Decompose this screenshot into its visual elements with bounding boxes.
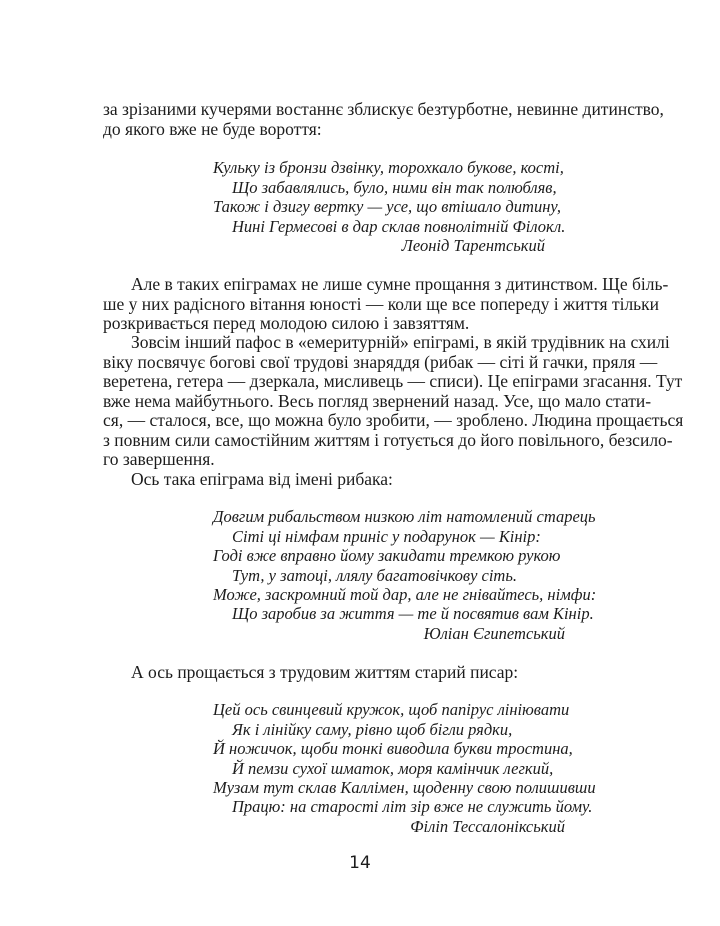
verse-line: Працю: на старості літ зір вже не служить йому.	[232, 797, 593, 816]
verse-line: Також і дзигу вертку — усе, що втішало дитину,	[213, 197, 562, 216]
body-text-line: веретена, гетера — дзеркала, мисливець — списи). Це епіграми згасання. Тут	[103, 371, 683, 391]
body-text-line: за зрізаними кучерями востаннє зблискує безтурботне, невинне дитинство,	[103, 99, 664, 119]
verse-line: Й пемзи сухої шматок, моря камінчик легкий,	[232, 759, 554, 778]
body-text-line: Але в таких епіграмах не лише сумне прощання з дитинством. Ще біль-	[131, 274, 669, 294]
body-text-line: ся, — сталося, все, що можна було зробити, — зроблено. Людина прощається	[103, 410, 684, 430]
verse-line: Сіті ці німфам приніс у подарунок — Кінір:	[232, 527, 541, 546]
body-text-line: віку посвячує богові свої трудові знаряддя (рибак — сіті й гачки, пряля —	[103, 352, 658, 372]
verse-line: Нині Гермесові в дар склав повнолітній Філокл.	[232, 217, 566, 236]
verse-line: Й ножичок, щоби тонкі виводила букви тростина,	[213, 739, 573, 758]
verse-line: Може, заскромний той дар, але не гнівайтесь, німфи:	[213, 585, 597, 604]
page-number: 14	[349, 853, 371, 873]
verse-line: Довгим рибальством низкою літ натомлений старець	[213, 507, 596, 526]
verse-line: Тут, у затоці, ллялу багатовічкову сіть.	[232, 566, 517, 585]
body-text-line: вже нема майбутнього. Весь погляд звернений назад. Усе, що мало стати-	[103, 391, 652, 411]
body-text-line: ше у них радісного вітання юності — коли ще все попереду і життя тільки	[103, 294, 660, 314]
verse-line: Музам тут склав Каллімен, щоденну свою полишивши	[213, 778, 596, 797]
body-text-line: А ось прощається з трудовим життям старий писар:	[131, 662, 519, 682]
body-text-line: Зовсім інший пафос в «емеритурній» епіграмі, в якій трудівник на схилі	[131, 332, 670, 352]
body-text-line: го завершення.	[103, 449, 215, 469]
verse-line: Цей ось свинцевий кружок, щоб папірус лініювати	[213, 700, 570, 719]
poem-author: Леонід Тарентський	[401, 236, 545, 255]
body-text-line: розкривається перед молодою силою і завзяттям.	[103, 313, 470, 333]
verse-line: Що забавлялись, було, ними він так полюбляв,	[232, 178, 557, 197]
poem-author: Філіп Тессалонікський	[410, 817, 565, 836]
body-text-line: до якого вже не буде вороття:	[103, 119, 322, 139]
body-text-line: Ось така епіграма від імені рибака:	[131, 469, 393, 489]
body-text-line: з повним сили самостійним життям і готується до його повільного, безсило-	[103, 430, 673, 450]
verse-line: Кульку із бронзи дзвінку, торохкало букове, кості,	[213, 158, 564, 177]
verse-line: Як і лінійку саму, рівно щоб бігли рядки,	[232, 720, 513, 739]
poem-author: Юліан Єгипетський	[423, 624, 565, 643]
verse-line: Годі вже вправно йому закидати тремкою рукою	[213, 546, 561, 565]
verse-line: Що заробив за життя — те й посвятив вам Кінір.	[232, 604, 594, 623]
